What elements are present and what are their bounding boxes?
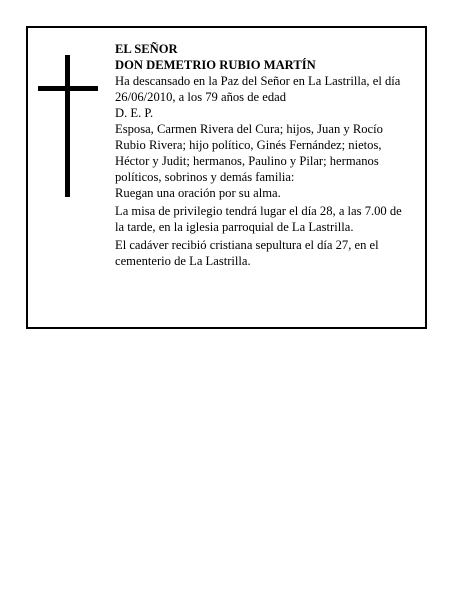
rip-line: D. E. P.	[115, 106, 154, 120]
death-statement: Ha descansado en la Paz del Señor en La Lastrilla, el día 26/06/2010, a los 79 años de edad	[115, 74, 401, 104]
cross-icon	[38, 55, 98, 197]
obituary-text	[115, 41, 411, 269]
cross-horizontal-bar	[38, 86, 98, 91]
family-list: Esposa, Carmen Rivera del Cura; hijos, Juan y Rocío Rubio Rivera; hijo político, Ginés Fernández; nietos, Héctor y Judit; hermanos, Paulino y Pilar; hermanos políticos, sobrinos y demás familia:	[115, 122, 383, 184]
burial-info: El cadáver recibió cristiana sepultura el día 27, en el cementerio de La Lastrilla.	[115, 238, 379, 268]
prayer-request: Ruegan una oración por su alma.	[115, 186, 281, 200]
heading-title: EL SEÑOR	[115, 42, 178, 56]
obituary-notice	[26, 26, 427, 329]
cross-vertical-bar	[65, 55, 70, 197]
mass-info: La misa de privilegio tendrá lugar el día 28, a las 7.00 de la tarde, en la iglesia parroquial de La Lastrilla.	[115, 204, 402, 234]
deceased-name: DON DEMETRIO RUBIO MARTÍN	[115, 58, 316, 72]
